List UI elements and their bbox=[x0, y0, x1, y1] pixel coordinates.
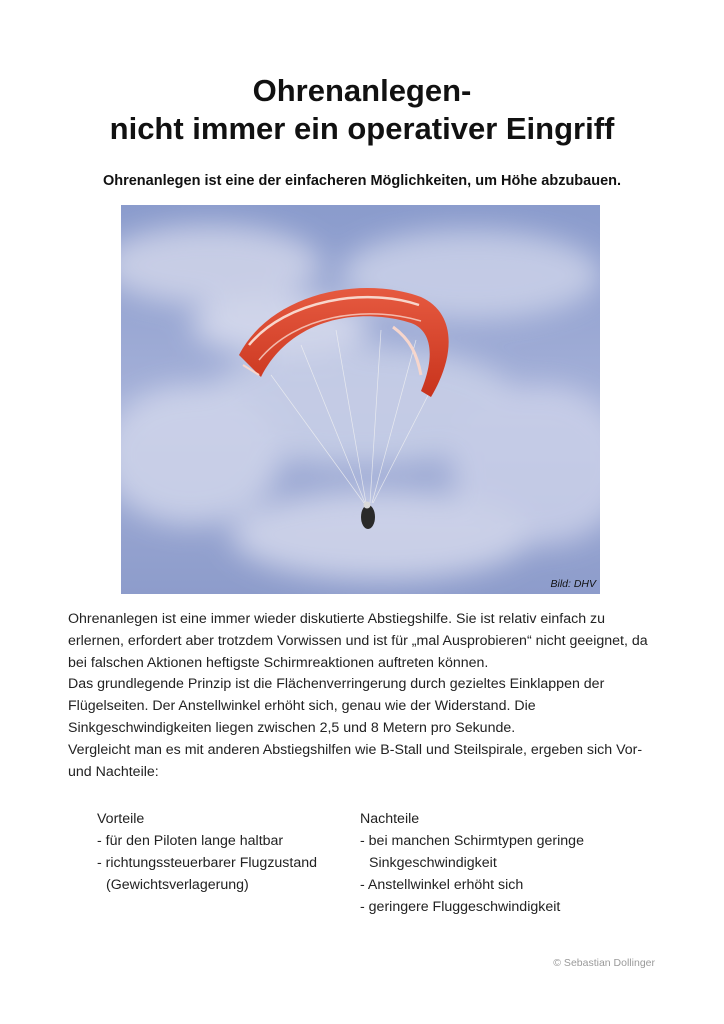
copyright-footer: © Sebastian Dollinger bbox=[553, 957, 655, 969]
cons-heading: Nachteile bbox=[360, 811, 420, 827]
cons-item: - Anstellwinkel erhöht sich bbox=[360, 877, 524, 893]
pros-item: - für den Piloten lange haltbar bbox=[97, 833, 284, 849]
pros-list bbox=[97, 808, 347, 896]
pros-heading: Vorteile bbox=[97, 811, 145, 827]
cons-item: - bei manchen Schirmtypen geringe Sinkgeschwindigkeit bbox=[360, 833, 584, 871]
body-paragraph: Das grundlegende Prinzip ist die Flächenverringerung durch gezieltes Einklappen der Flügelseiten. Der Anstellwinkel erhöht sich, genau wie der Widerstand. Die Sinkgeschwindigkeiten liegen zwischen 2,5 und 8 Metern pro Sekunde. bbox=[68, 676, 605, 736]
paraglider-illustration bbox=[121, 205, 600, 594]
title-line-1: Ohrenanlegen- bbox=[252, 73, 472, 108]
body-paragraph: Ohrenanlegen ist eine immer wieder diskutierte Abstiegshilfe. Sie ist relativ einfach zu erlernen, erfordert aber trotzdem Vorwissen und ist für „mal Ausprobieren“ nicht geeignet, da bei falschen Aktionen heftigste Schirmreaktionen auftreten können. bbox=[68, 611, 648, 671]
pros-item: - richtungssteuerbarer Flugzustand (Gewichtsverlagerung) bbox=[97, 855, 318, 893]
title-line-2: nicht immer ein operativer Eingriff bbox=[109, 111, 615, 146]
paraglider-photo bbox=[121, 205, 600, 594]
subtitle: Ohrenanlegen ist eine der einfacheren Möglichkeiten, um Höhe abzubauen. bbox=[102, 173, 622, 189]
page-title bbox=[0, 72, 724, 148]
body-text bbox=[68, 609, 658, 783]
cons-list bbox=[360, 808, 660, 918]
body-paragraph: Vergleicht man es mit anderen Abstiegshilfen wie B-Stall und Steilspirale, ergeben sich Vor- und Nachteile: bbox=[68, 741, 643, 780]
image-credit: Bild: DHV bbox=[550, 578, 596, 590]
cons-item: - geringere Fluggeschwindigkeit bbox=[360, 899, 561, 915]
